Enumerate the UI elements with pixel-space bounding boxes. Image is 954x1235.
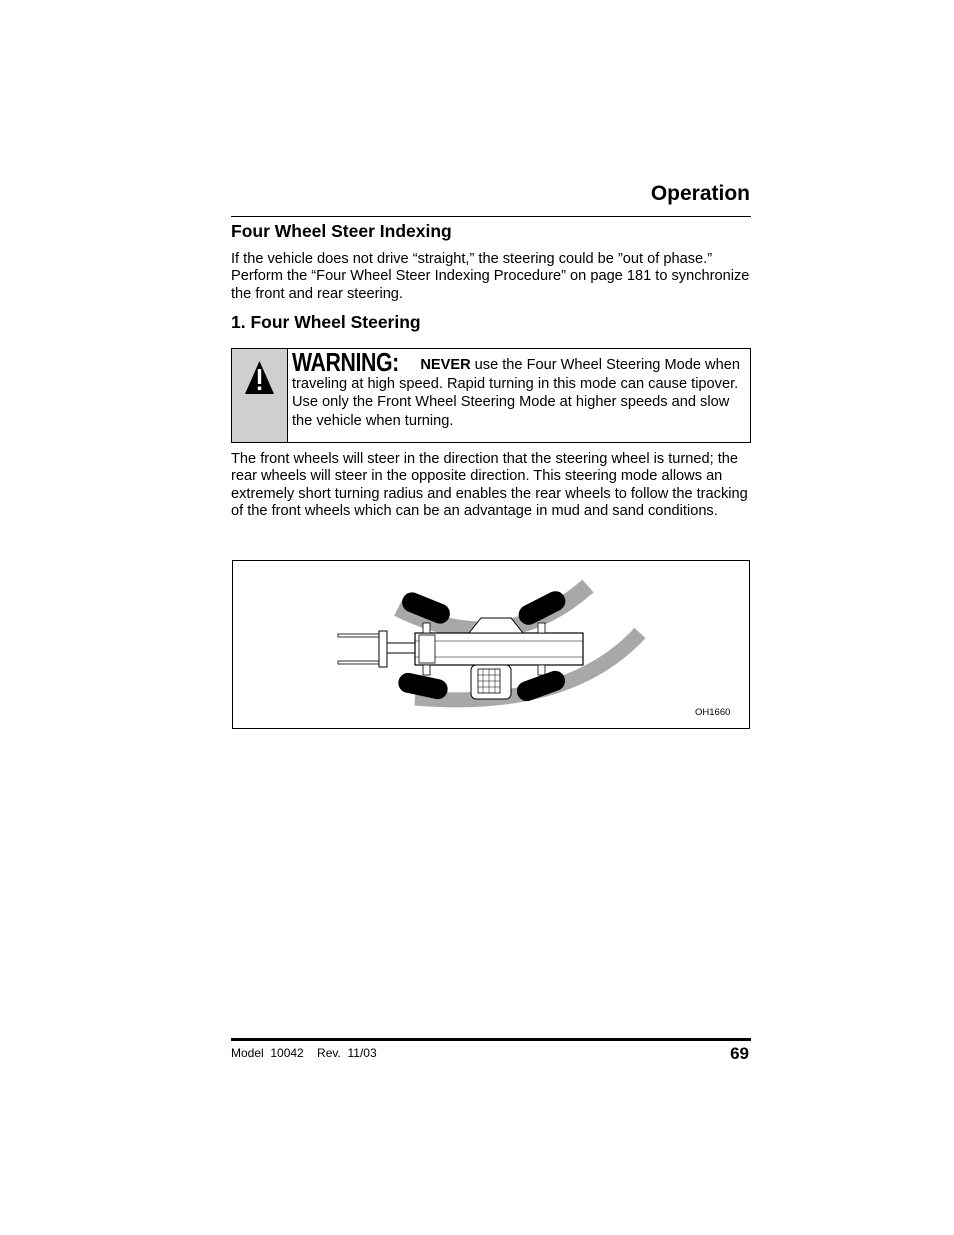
warning-message	[292, 347, 744, 431]
steering-figure	[232, 560, 750, 729]
warning-body: use the Four Wheel Steering Mode when traveling at high speed. Rapid turning in this mode can cause tipover. Use only the Front Wheel Steering Mode at higher speeds and slow the vehicle when turning.	[292, 357, 740, 430]
warning-box	[231, 348, 751, 443]
indexing-paragraph: If the vehicle does not drive “straight,” the steering could be ”out of phase.” Perform the “Four Wheel Steer Indexing Procedure” on page 181 to synchronize the front and rear steering.	[231, 251, 750, 302]
indexing-heading: Four Wheel Steer Indexing	[231, 221, 452, 241]
steering-heading: 1. Four Wheel Steering	[231, 312, 421, 332]
footer-rule	[231, 1038, 751, 1041]
four-wheel-steering-illustration	[233, 561, 749, 728]
figure-code: OH1660	[695, 707, 731, 718]
warning-emphasis: NEVER	[420, 357, 471, 373]
warning-icon-panel	[232, 349, 288, 442]
warning-label: WARNING:	[292, 347, 399, 377]
warning-triangle-icon	[232, 349, 287, 442]
section-title: Operation	[650, 182, 750, 205]
header-rule	[231, 216, 751, 217]
footer-model-revision: Model 10042 Rev. 11/03	[231, 1046, 377, 1060]
steering-paragraph: The front wheels will steer in the direction that the steering wheel is turned; the rear wheels will steer in the opposite direction. This steering mode allows an extremely short turning radius and enables the rear wheels to follow the tracking of the front wheels which can be an advantage in mud and sand conditions.	[231, 451, 748, 520]
page-number: 69	[730, 1044, 749, 1063]
